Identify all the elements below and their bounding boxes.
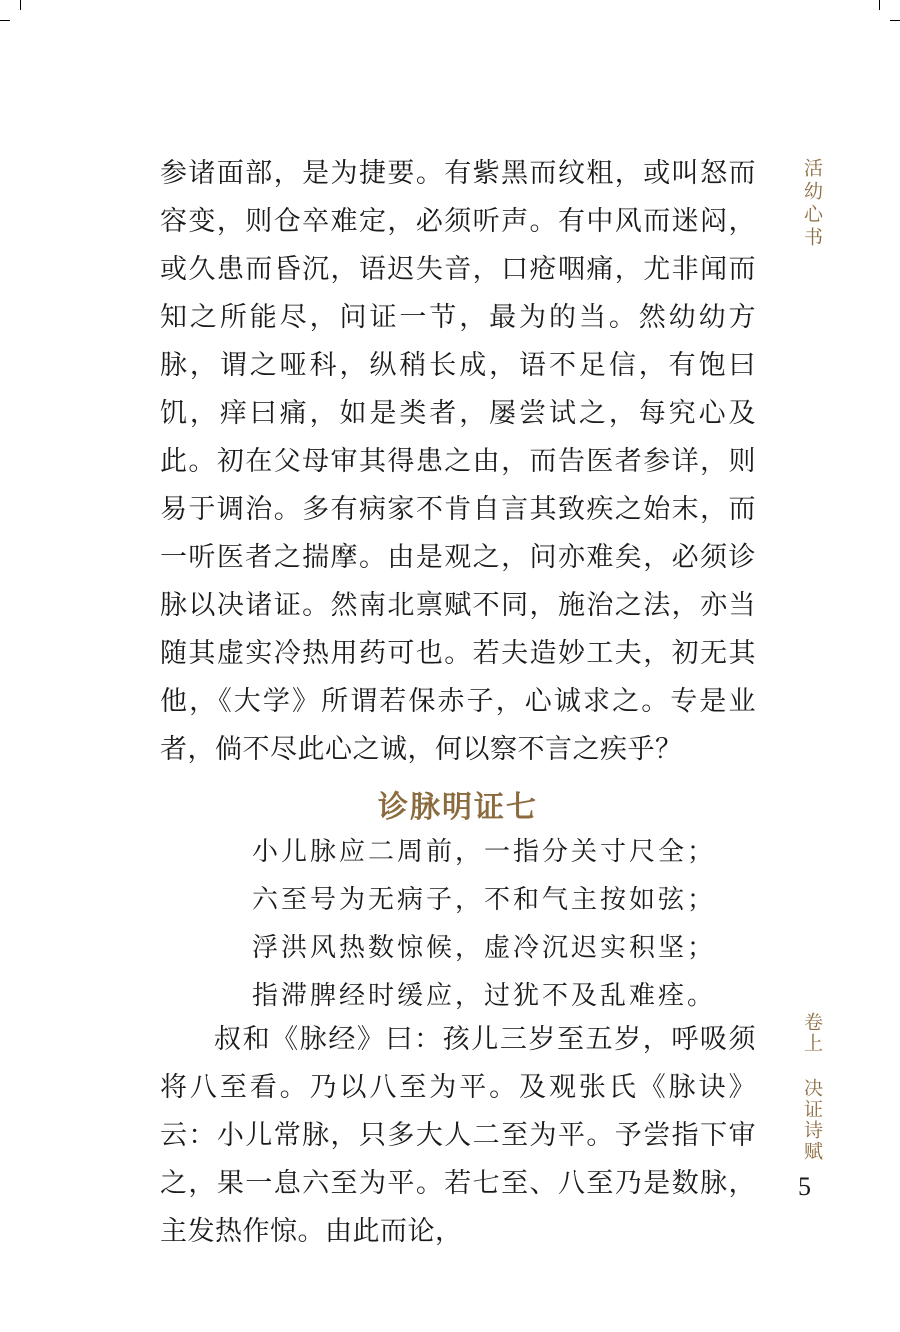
verse-block [252,828,716,1020]
body-paragraph: 叔和《脉经》曰：孩儿三岁至五岁，呼吸须将八至看。乃以八至为平。及观张氏《脉诀》云：小儿常脉，只多大人二至为平。予尝指下审之，果一息六至为平。若七至、八至乃是数脉，主发热作惊。由此而论， [160,1024,756,1247]
page-number: 5 [798,1172,811,1201]
crop-mark [0,20,10,21]
crop-mark [879,0,880,10]
section-heading: 诊脉明证七 [378,790,538,825]
verse-line: 指滞脾经时缓应，过犹不及乱难痊。 [252,981,717,1011]
verse-line: 小儿脉应二周前，一指分关寸尺全； [252,837,717,867]
body-paragraph: 参诸面部，是为捷要。有紫黑而纹粗，或叫怒而容变，则仓卒难定，必须听声。有中风而迷闷，或久患而昏沉，语迟失音，口疮咽痛，尤非闻而知之所能尽，问证一节，最为的当。然幼幼方脉，谓之哑科，纵稍长成，语不足信，有饱曰饥，痒曰痛，如是类者，屡尝试之，每究心及此。初在父母审其得患之由，而告医者参详，则易于调治。多有病家不肯自言其致疾之始末，而一听医者之揣摩。由是观之，问亦难矣，必须诊脉以决诸证。然南北禀赋不同，施治之法，亦当随其虚实冷热用药可也。若夫造妙工夫，初无其他，《大学》所谓若保赤子，心诚求之。专是业者，倘不尽此心之诚，何以察不言之疾乎？ [160,158,756,765]
running-head-book-title: 活幼心书 [801,158,823,250]
running-head-section: 决证诗赋 [801,1078,823,1162]
running-head-chapter: 卷上 [801,1012,823,1054]
crop-mark [890,20,900,21]
crop-mark [20,0,21,10]
verse-line: 浮洪风热数惊候，虚冷沉迟实积坚； [252,933,717,963]
verse-line: 六至号为无病子，不和气主按如弦； [252,885,717,915]
